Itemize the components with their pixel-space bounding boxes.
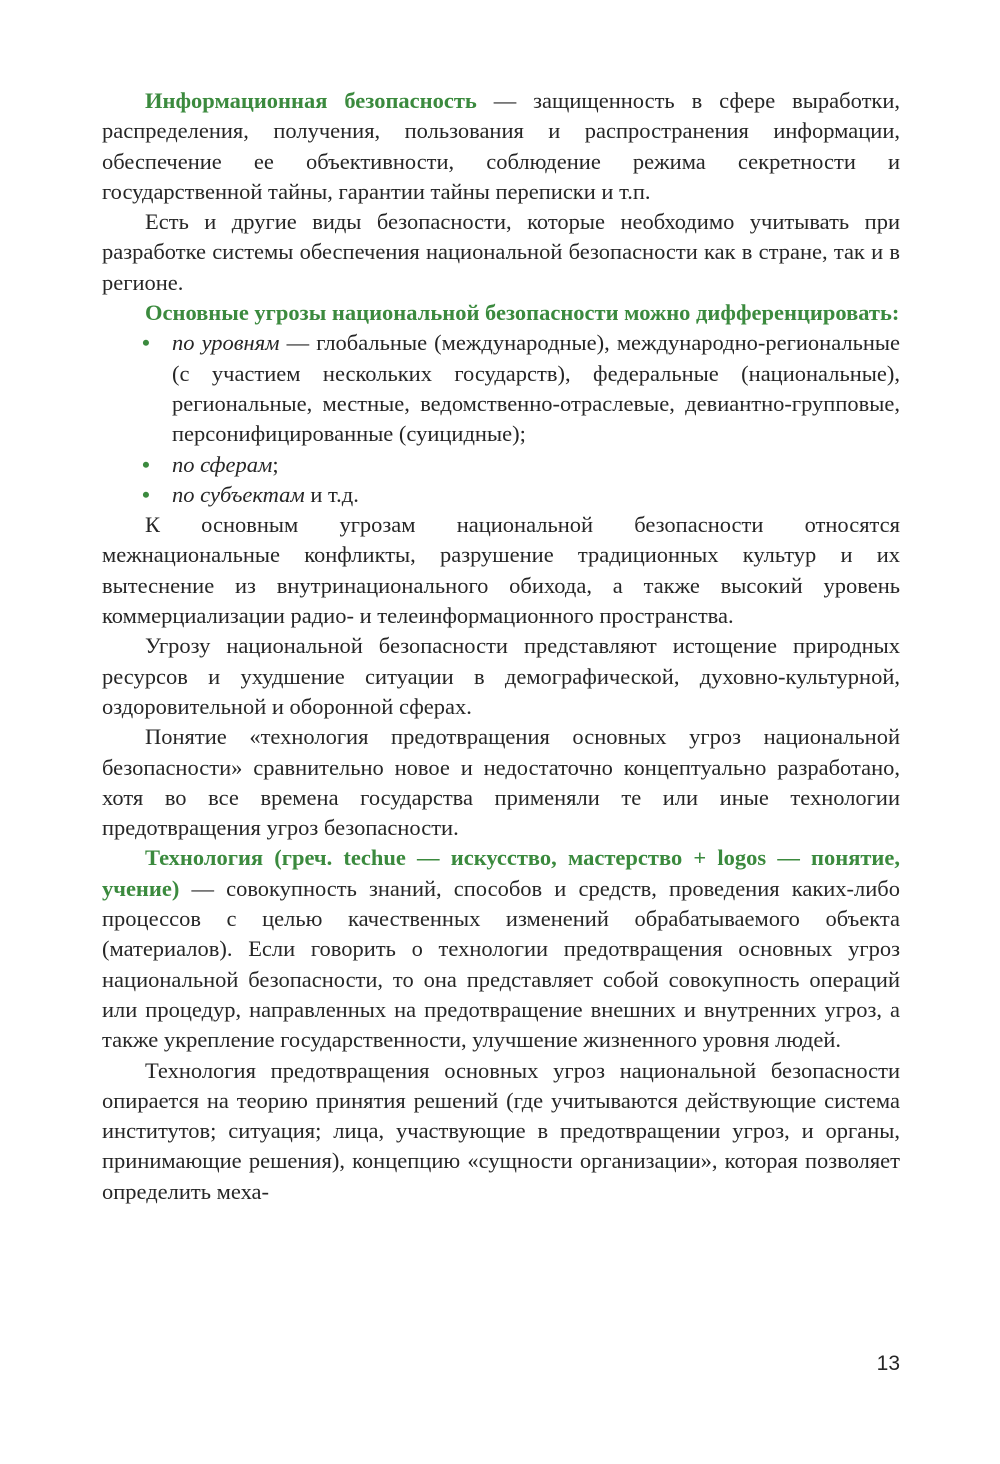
definition-text: — совокупность знаний, способов и средств, проведения каких-либо процессов с целью качественных изменений обрабатываемого объекта (материалов). Если говорить о технологии предотвращения основных угроз национальной безопасности, то она представляет собой совокупность операций или процедур, направленных на предотвращение внешних и внутренних угроз, а также укрепление государственности, улучшение жизненного уровня людей.: [102, 875, 900, 1053]
list-item: [142, 480, 900, 510]
list-item-label: по уровням: [172, 330, 280, 356]
paragraph-information-security: [102, 86, 900, 207]
list-item-text: ;: [272, 451, 279, 477]
paragraph-main-threats: К основным угрозам национальной безопасности относятся межнациональные конфликты, разрушение традиционных культур и их вытеснение из внутринационального обихода, а также высокий уровень коммерциализации радио- и телеинформационного пространства.: [102, 512, 900, 629]
definition-text: — защищенность в сфере выработки, распределения, получения, пользования и распространения информации, обеспечение ее объективности, соблюдение режима секретности и государственной тайны, гарантии тайны переписки и т.п.: [102, 88, 900, 204]
bullet-icon: •: [142, 330, 150, 356]
list-item-text: — глобальные (международные), международно-региональные (с участием нескольких государств), федеральные (национальные), региональные, местные, ведомственно-отраслевые, девиантно-групповые, персонифицированные (суицидные);: [172, 330, 901, 447]
threat-classification-list: [102, 328, 900, 510]
list-item: [142, 328, 901, 449]
list-item-text: и т.д.: [304, 481, 359, 507]
paragraph-resource-depletion: Угрозу национальной безопасности представляют истощение природных ресурсов и ухудшение ситуации в демографической, духовно-культурной, оздоровительной и оборонной сферах.: [102, 633, 900, 719]
paragraph-technology-concept: Понятие «технология предотвращения основных угроз национальной безопасности» сравнительно новое и недостаточно концептуально разработано, хотя во все времена государства применяли те или иные технологии предотвращения угроз безопасности.: [102, 724, 900, 841]
term-information-security: Информационная безопасность: [145, 88, 477, 113]
list-item-label: по субъектам: [172, 481, 305, 507]
paragraph-decision-theory: Технология предотвращения основных угроз национальной безопасности опирается на теорию принятия решений (где учитываются действующие система институтов; ситуация; лица, участвующие в предотвращении угроз, и органы, принимающие решения), концепцию «сущности организации», которая позволяет определить меха-: [102, 1057, 900, 1204]
paragraph-other-security-types: Есть и другие виды безопасности, которые необходимо учитывать при разработке системы обеспечения национальной безопасности как в стране, так и в регионе.: [102, 209, 900, 295]
term-technology: Технология (греч. techue — искусство, мастерство + logos — понятие, учение): [102, 845, 900, 901]
paragraph-technology-definition: [102, 843, 900, 1055]
bullet-icon: •: [142, 451, 150, 477]
section-heading-threats: Основные угрозы национальной безопасности можно дифференцировать:: [145, 300, 900, 326]
bullet-icon: •: [142, 481, 150, 507]
document-page: [102, 86, 900, 1207]
page-number: 13: [876, 1352, 900, 1375]
list-item: [142, 450, 900, 480]
list-item-label: по сферам: [172, 451, 273, 477]
